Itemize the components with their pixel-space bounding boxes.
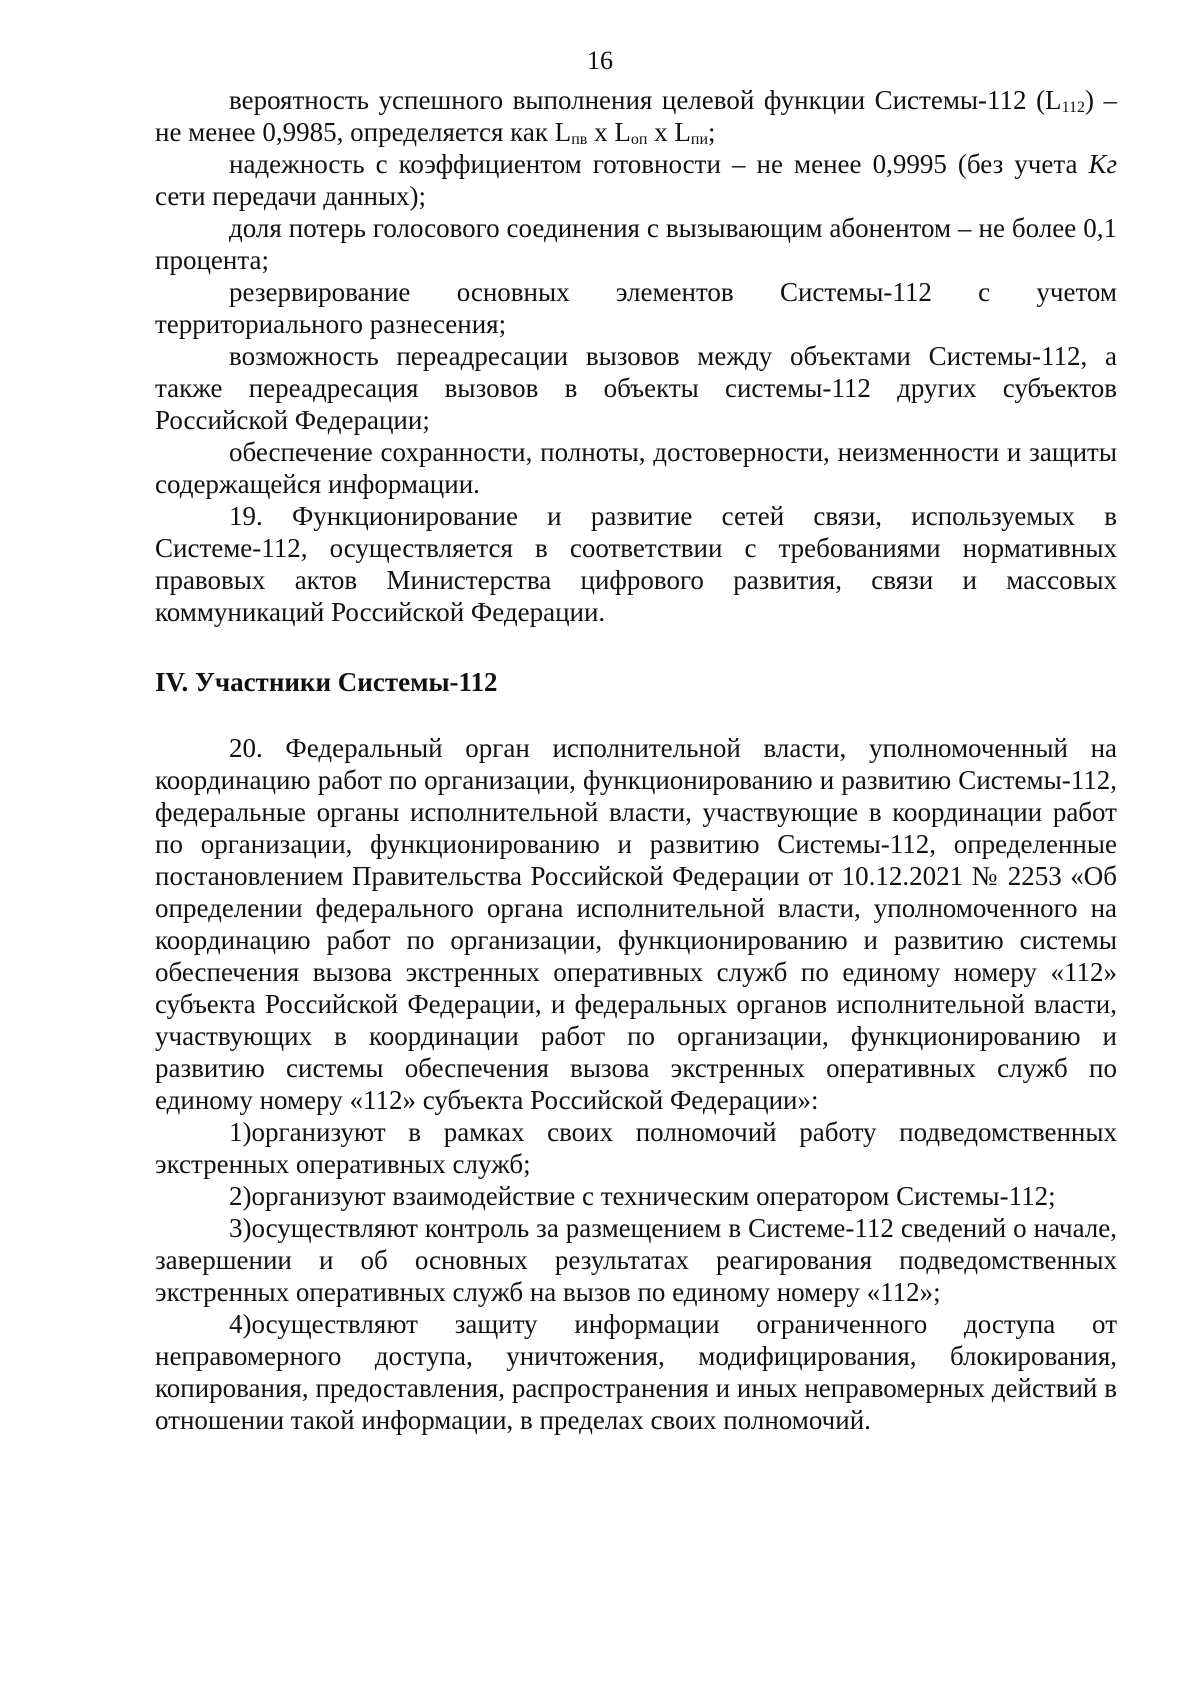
text-run: x L — [647, 117, 691, 147]
list-item-number: 2) — [229, 1181, 252, 1211]
list-item-number: 1) — [229, 1117, 252, 1147]
paragraph-voice-loss: доля потерь голосового соединения с вызывающим абонентом – не более 0,1 процента; — [155, 213, 1117, 275]
paragraph-call-forwarding: возможность переадресации вызовов между объектами Системы-112, а также переадресация вызовов в объекты системы-112 других субъектов Российской Федерации; — [155, 341, 1117, 435]
paragraph-19: 19. Функционирование и развитие сетей связи, используемых в Системе-112, осуществляется в соответствии с требованиями нормативных правовых актов Министерства цифрового развития, связи и массовых коммуникаций Российской Федерации. — [155, 501, 1117, 627]
paragraph-20: 20. Федеральный орган исполнительной власти, уполномоченный на координацию работ по организации, функционированию и развитию Системы-112, федеральные органы исполнительной власти, участвующие в координации работ по организации, функционированию и развитию Системы-112, определенные постановлением Правительства Российской Федерации от 10.12.2021 № 2253 «Об определении федерального органа исполнительной власти, уполномоченного на координацию работ по организации, функционированию и развитию системы обеспечения вызова экстренных оперативных служб по единому номеру «112» субъекта Российской Федерации, и федеральных органов исполнительной власти, участвующих в координации работ по организации, функционированию и развитию системы обеспечения вызова экстренных оперативных служб по единому номеру «112» субъекта Российской Федерации»: — [155, 733, 1117, 1115]
list-item-number: 3) — [229, 1213, 252, 1243]
document-body — [155, 84, 1117, 1436]
text-run: вероятность успешного выполнения целевой функции Системы-112 (L — [229, 85, 1062, 115]
subscript: оп — [630, 131, 648, 148]
list-item-text: осуществляют защиту информации ограниченного доступа от неправомерного доступа, уничтожения, модифицирования, блокирования, копирования, предоставления, распространения и иных неправомерных действий в отношении такой информации, в пределах своих полномочий. — [155, 1309, 1117, 1435]
section-title: IV. Участники Системы-112 — [155, 667, 498, 697]
text-run: x L — [587, 117, 631, 147]
subscript: пв — [571, 131, 588, 148]
list-item-2 — [155, 1180, 1117, 1212]
paragraph-probability — [155, 84, 1117, 148]
text-run: ; — [708, 117, 716, 147]
text-run: ) – не менее 0,9985, определяется как L — [155, 85, 1117, 147]
text-run: надежность с коэффициентом готовности – не менее 0,9995 (без учета — [229, 149, 1089, 179]
list-item-text: организуют в рамках своих полномочий работу подведомственных экстренных оперативных служб; — [155, 1117, 1117, 1179]
list-item-number: 4) — [229, 1309, 252, 1339]
list-item-text: осуществляют контроль за размещением в Системе-112 сведений о начале, завершении и об основных результатах реагирования подведомственных экстренных оперативных служб на вызов по единому номеру «112»; — [155, 1213, 1117, 1307]
paragraph-information-safety: обеспечение сохранности, полноты, достоверности, неизменности и защиты содержащейся информации. — [155, 437, 1117, 499]
text-run: сети передачи данных); — [155, 181, 427, 211]
list-item-1 — [155, 1116, 1117, 1180]
list-item-3 — [155, 1212, 1117, 1308]
paragraph-redundancy: резервирование основных элементов Системы-112 с учетом территориального разнесения; — [155, 277, 1117, 339]
subscript: 112 — [1061, 99, 1085, 116]
list-item-text: организуют взаимодействие с техническим оператором Системы-112; — [251, 1181, 1056, 1211]
italic-symbol: Кг — [1088, 149, 1117, 179]
paragraph-reliability — [155, 148, 1117, 212]
list-item-4 — [155, 1308, 1117, 1436]
subscript: пи — [690, 131, 708, 148]
page-number: 16 — [587, 46, 613, 75]
